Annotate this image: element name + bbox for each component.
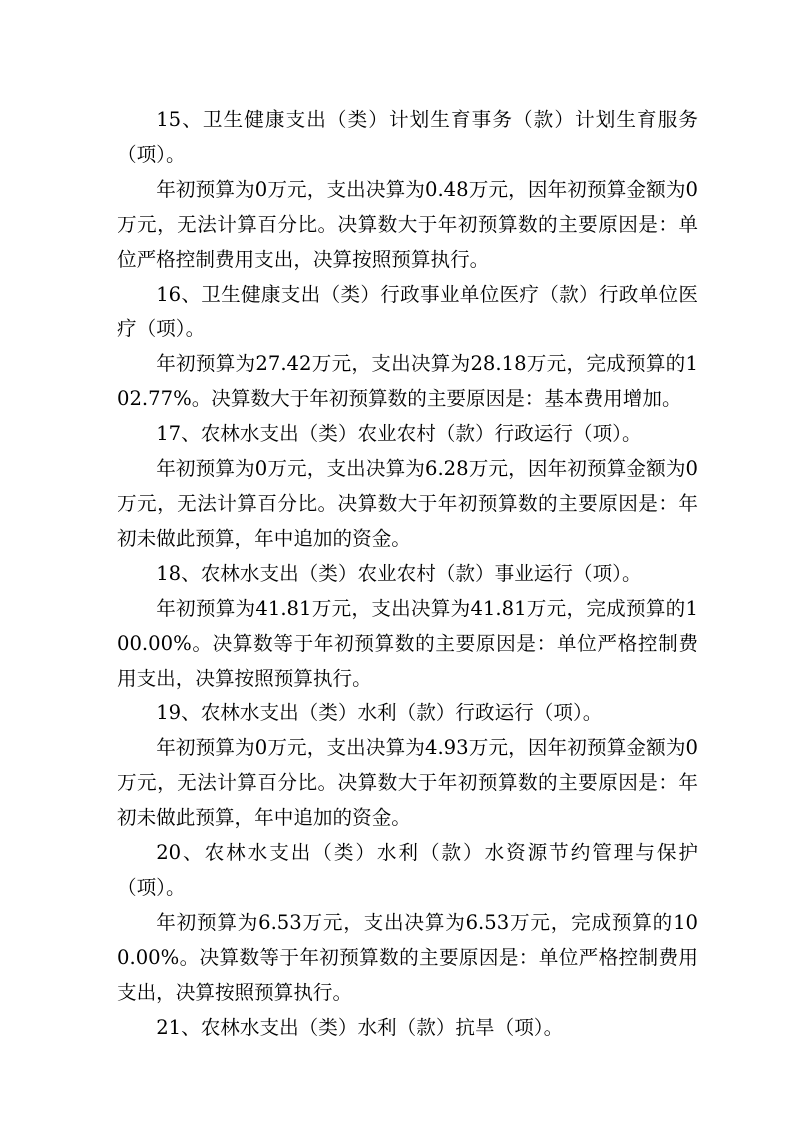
section-body-18: 年初预算为41.81万元，支出决算为41.81万元，完成预算的100.00%。决算数等于年初预算数的主要原因是：单位严格控制费用支出，决算按照预算执行。 — [117, 596, 698, 690]
section-heading-16: 16、卫生健康支出（类）行政事业单位医疗（款）行政单位医疗（项）。 — [117, 282, 698, 341]
section-body-19: 年初预算为0万元，支出决算为4.93万元，因年初预算金额为0万元，无法计算百分比。决算数大于年初预算数的主要原因是：年初未做此预算，年中追加的资金。 — [117, 736, 698, 830]
section-body-17: 年初预算为0万元，支出决算为6.28万元，因年初预算金额为0万元，无法计算百分比。决算数大于年初预算数的主要原因是：年初未做此预算，年中追加的资金。 — [117, 457, 698, 550]
section-heading-21: 21、农林水支出（类）水利（款）抗旱（项）。 — [156, 1015, 564, 1039]
section-body-16: 年初预算为27.42万元，支出决算为28.18万元，完成预算的102.77%。决算数大于年初预算数的主要原因是：基本费用增加。 — [117, 352, 698, 411]
section-heading-15: 15、卫生健康支出（类）计划生育事务（款）计划生育服务（项）。 — [117, 108, 698, 166]
section-body-15: 年初预算为0万元，支出决算为0.48万元，因年初预算金额为0万元，无法计算百分比。决算数大于年初预算数的主要原因是：单位严格控制费用支出，决算按照预算执行。 — [117, 177, 698, 271]
section-heading-17: 17、农林水支出（类）农业农村（款）行政运行（项）。 — [156, 422, 642, 446]
section-body-20: 年初预算为6.53万元，支出决算为6.53万元，完成预算的100.00%。决算数等于年初预算数的主要原因是：单位严格控制费用支出，决算按照预算执行。 — [117, 910, 698, 1004]
section-heading-19: 19、农林水支出（类）水利（款）行政运行（项）。 — [156, 701, 603, 725]
section-heading-18: 18、农林水支出（类）农业农村（款）事业运行（项）。 — [156, 561, 642, 585]
section-heading-20: 20、农林水支出（类）水利（款）水资源节约管理与保护（项）。 — [117, 841, 698, 899]
